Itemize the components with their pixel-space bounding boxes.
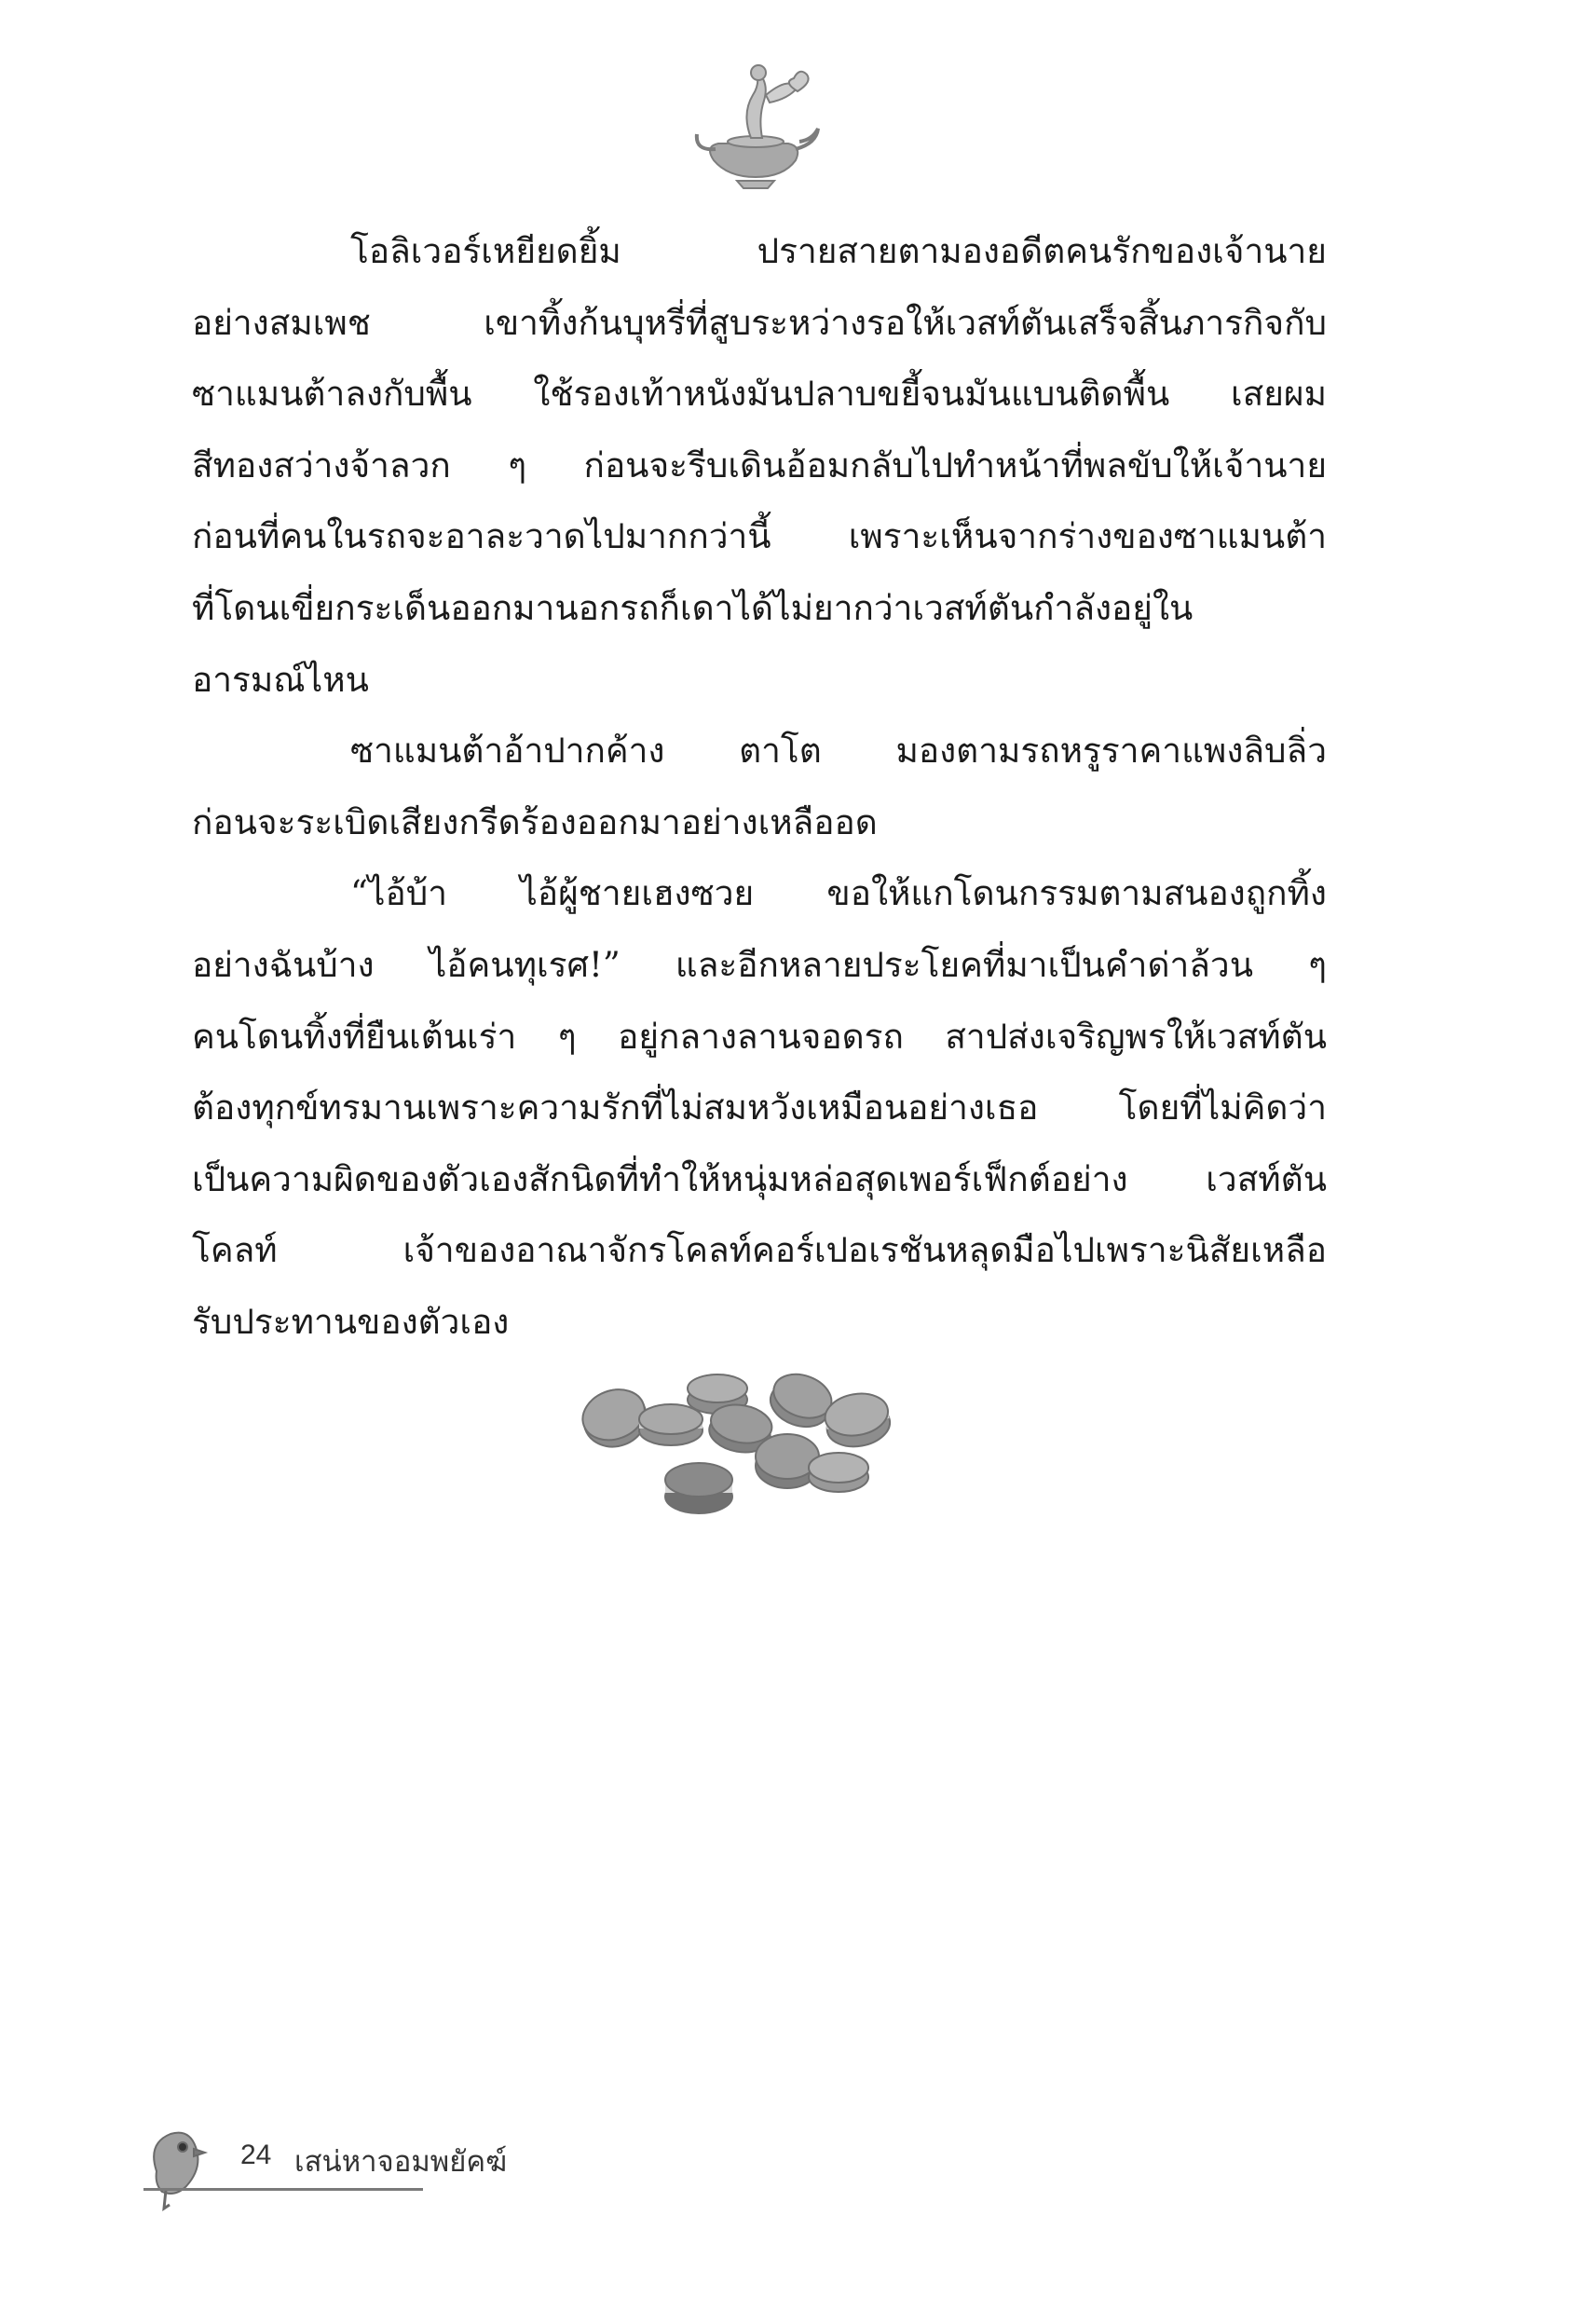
paragraph-line: อย่างฉันบ้าง ไอ้คนทุเรศ!” และอีกหลายประโยคที่มาเป็นคำด่าล้วน ๆ: [192, 944, 1327, 985]
book-title: เสน่หาจอมพยัคฆ์: [294, 2145, 508, 2179]
paragraph-line: ก่อนที่คนในรถจะอาละวาดไปมากกว่านี้ เพราะเห็นจากร่างของซาแมนต้า: [192, 516, 1327, 557]
page-number: 24: [240, 2140, 272, 2170]
teapot-fairy-ornament-icon: [686, 58, 825, 198]
paragraph-line: คนโดนทิ้งที่ยืนเต้นเร่า ๆ อยู่กลางลานจอดรถ สาปส่งเจริญพรให้เวสท์ตัน: [192, 1016, 1327, 1057]
paragraph-line: เป็นความผิดของตัวเองสักนิดที่ทำให้หนุ่มหล่อสุดเพอร์เฟ็กต์อย่าง เวสท์ตัน: [192, 1158, 1327, 1199]
bird-icon: [138, 2115, 212, 2218]
paragraph-line: โคลท์ เจ้าของอาณาจักรโคลท์คอร์เปอเรชันหลุดมือไปเพราะนิสัยเหลือ: [192, 1230, 1327, 1271]
footer-rule: [143, 2188, 423, 2191]
paragraph-line: ซาแมนต้าลงกับพื้น ใช้รองเท้าหนังมันปลาบขยี้จนมันแบนติดพื้น เสยผม: [192, 374, 1327, 415]
page-footer: [138, 2115, 529, 2227]
paragraph-line: อารมณ์ไหน: [192, 659, 369, 700]
paragraph-line: สีทองสว่างจ้าลวก ๆ ก่อนจะรีบเดินอ้อมกลับไปทำหน้าที่พลขับให้เจ้านาย: [192, 444, 1327, 485]
paragraph-line: อย่างสมเพช เขาทิ้งก้นบุหรี่ที่สูบระหว่างรอให้เวสท์ตันเสร็จสิ้นภารกิจกับ: [192, 302, 1327, 343]
macarons-illustration-icon: [578, 1353, 969, 1539]
body-text: [192, 216, 1327, 1359]
paragraph-line: “ไอ้บ้า ไอ้ผู้ชายเฮงซวย ขอให้แกโดนกรรมตามสนองถูกทิ้ง: [350, 873, 1327, 914]
paragraph-line: ที่โดนเขี่ยกระเด็นออกมานอกรถก็เดาได้ไม่ยากว่าเวสท์ตันกำลังอยู่ใน: [192, 587, 1194, 628]
paragraph-line: ก่อนจะระเบิดเสียงกรีดร้องออกมาอย่างเหลืออด: [192, 801, 878, 842]
paragraph-line: รับประทานของตัวเอง: [192, 1301, 510, 1342]
paragraph-line: ซาแมนต้าอ้าปากค้าง ตาโต มองตามรถหรูราคาแพงลิบลิ่ว: [350, 731, 1327, 772]
paragraph-line: ต้องทุกข์ทรมานเพราะความรักที่ไม่สมหวังเหมือนอย่างเธอ โดยที่ไม่คิดว่า: [192, 1087, 1327, 1128]
paragraph-line: โอลิเวอร์เหยียดยิ้ม ปรายสายตามองอดีตคนรักของเจ้านาย: [350, 231, 1327, 271]
